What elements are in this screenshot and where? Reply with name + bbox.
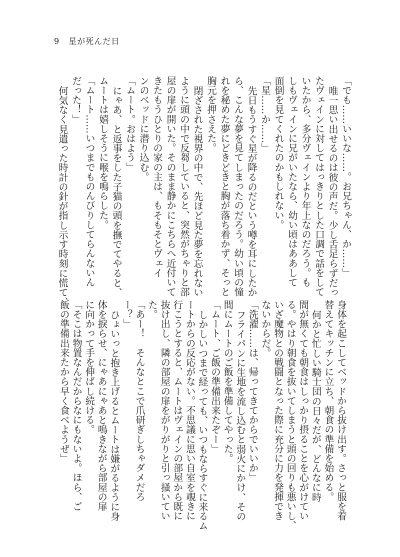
text-line: る。やはり朝食を抜いてしまうと頭の回りも悪いし、: [284, 300, 296, 531]
text-line: フライパンに生地を流し込むと弱火にかけ、その: [234, 309, 246, 521]
text-line: 行こうとすると、ムートはヴェインの部屋から既に: [171, 300, 183, 521]
text-line: たヴェインに対してはっきりとした口調で話をして: [313, 76, 324, 297]
text-line: 抜け出し、隣の部屋の扉をがりがりと引っ掻いてい: [158, 300, 170, 521]
text-line: 「ムート……いつまでものんびりしてらんないん: [83, 76, 95, 288]
text-line: れを秘めた夢にどきどきと胸が落ち着かず、そっと: [218, 76, 230, 297]
lower-text-tier: [56, 300, 346, 531]
upper-text-tier: [55, 76, 352, 307]
text-line: 「洗濯……は、帰ってきてからでいいか」: [246, 300, 258, 483]
text-line: 「あー！ そんなとこで爪研ぎしちゃダメだろ: [133, 300, 145, 502]
text-line: 体を捩らせ、にゃあにゃあと鳴きながら部屋の扉: [95, 300, 107, 512]
text-line: 面倒を見てくれたのかもしれない。: [272, 76, 284, 230]
text-line: 間にムートのご飯を準備してやった。: [221, 300, 233, 464]
text-line: きたもうひとりの家の主は、もそもそとヴェイ: [151, 76, 162, 278]
text-line: ように頭の中で反芻していると、突然がちゃりと部: [178, 76, 189, 297]
text-line: ないからだ。: [259, 300, 271, 358]
text-line: 「そこは物置なんだからなにもないよ。ほら、ご: [70, 300, 82, 512]
text-line: 「ムート、ご飯の準備出来たぞー」: [209, 300, 221, 454]
text-line: 間が無くても朝食はしっかり摂ることを心がけてい: [297, 300, 309, 521]
text-line: しもヴェインに兄がいたなら、幼い頃はああして: [286, 76, 297, 288]
text-line: 閉ざされた視界の中で、先ほど見た夢を忘れない: [191, 85, 203, 297]
chapter-title: 星が死んだ日: [68, 37, 120, 46]
text-line: 先日もうすぐ星が降るのだという噂を耳にしたか: [245, 85, 257, 297]
running-head: [54, 37, 120, 47]
text-line: に向かって手を伸ばし続ける。: [83, 300, 95, 435]
text-line: ら、こんな夢を見てしまったのだろう。幼い頃の憧: [232, 76, 243, 297]
text-line: にゃあ、と返事をした子猫の頭を撫でてやると、: [110, 85, 122, 297]
text-line: ひょいっと抱き上げるとムートは嫌がるように身: [108, 309, 120, 521]
text-line: 「星……か……」: [259, 76, 270, 153]
text-line: 飯の準備出来たから早く食べようぜ」: [57, 300, 69, 464]
text-line: 胸元を押さえた。: [205, 76, 216, 153]
text-line: ートからの反応がない。不思議に思い自室を覗きに: [183, 300, 195, 521]
text-line: 身体を起こしてベッドから抜け出す。さっと服を着: [335, 300, 346, 521]
text-line: 屋の扉が開いた。そのまま静かにこちらへ近付いて: [164, 76, 176, 297]
text-line: 唯一思い出せるのは彼の声だ。少し舌足らずだっ: [326, 85, 338, 297]
text-line: 何かと忙しい騎士団の日々だが、どんなに時: [309, 309, 321, 502]
text-line: ー？」: [120, 300, 132, 329]
text-line: だった！」: [70, 76, 81, 124]
text-line: 替えてキッチンに立ち、朝食の準備を始める。: [322, 300, 334, 502]
text-line: ムートは嬉しそうに喉を鳴らした。: [97, 76, 108, 230]
text-line: 「でも……いいな……。お兄ちゃん、か……」: [340, 76, 351, 278]
text-line: ンのベッドに潜り込む。: [137, 76, 149, 182]
page-number: 9: [54, 37, 60, 46]
text-line: しかしいつまで経っても、いつもならすぐに来るム: [196, 309, 208, 531]
text-line: 「ムート。おはよう」: [124, 76, 135, 172]
text-line: いたから、多分ヴェインより年上なのだろう。も: [299, 76, 311, 288]
text-line: 何気なく見遣った時計の針が指し示す時刻に慌て、: [56, 85, 68, 307]
text-line: いざ魔物との戦闘となった際に充分に力を発揮でき: [272, 300, 284, 521]
text-line: た。: [146, 300, 158, 320]
